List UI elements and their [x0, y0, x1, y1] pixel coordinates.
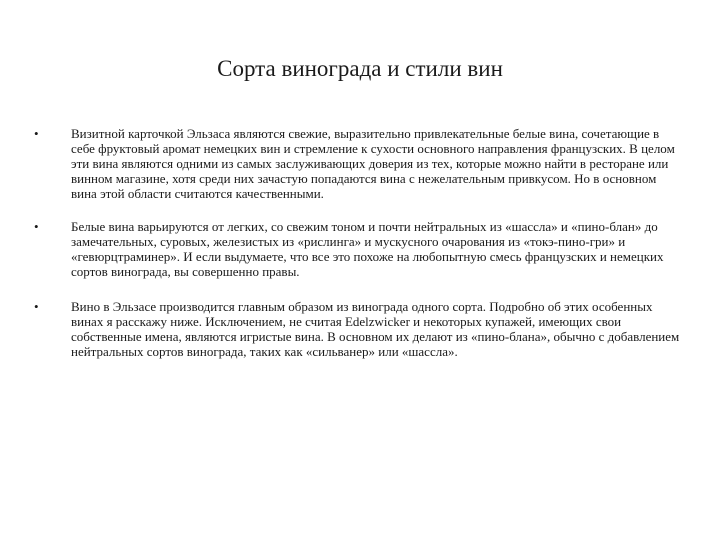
bullet-item [34, 126, 684, 201]
bullet-icon: • [34, 126, 39, 141]
bullet-text: Визитной карточкой Эльзаса являются свежие, выразительно привлекательные белые вина, сочетающие в себе фруктовый аромат немецких вин и стремление к сухости основного направления французских. В целом эти вина являются одними из самых заслуживающих доверия из тех, которые можно найти в ресторане или винном магазине, хотя среди них зачастую попадаются вина с нежелательным привкусом. Но в основном вина этой области считаются качественными. [71, 126, 675, 201]
bullet-item [34, 299, 684, 359]
bullet-item [34, 219, 684, 279]
slide-title: Сорта винограда и стили вин [217, 56, 503, 81]
bullet-text: Вино в Эльзасе производится главным образом из винограда одного сорта. Подробно об этих особенных винах я расскажу ниже. Исключением, не считая Edelzwicker и некоторых купажей, имеющих свои собственные имена, являются игристые вина. В основном их делают из «пино-блана», обычно с добавлением нейтральных сортов винограда, таких как «сильванер» или «шассла». [71, 299, 680, 359]
bullet-list [34, 126, 684, 377]
bullet-text: Белые вина варьируются от легких, со свежим тоном и почти нейтральных из «шассла» и «пино-блан» до замечательных, суровых, железистых из «рислинга» и мускусного очарования из «токэ-пино-гри» и «гевюрцтраминер». И если выдумаете, что все это похоже на любопытную смесь французских и немецких сортов винограда, вы совершенно правы. [71, 219, 664, 279]
bullet-icon: • [34, 299, 39, 314]
bullet-icon: • [34, 219, 39, 234]
